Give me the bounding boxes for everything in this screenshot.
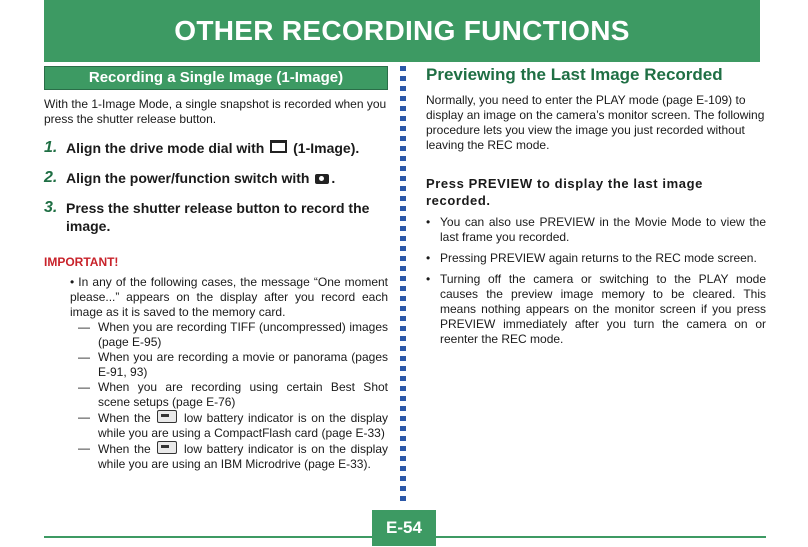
instruction: Press PREVIEW to display the last image recorded. (426, 176, 703, 208)
page-number: E-54 (372, 510, 436, 546)
right-column (426, 64, 766, 347)
step-text: Press the shutter release button to record the image. (66, 200, 370, 234)
bullet-marker: • (426, 215, 431, 229)
dash-text: When you are recording a movie or panorama (pages E-91, 93) (98, 350, 388, 379)
step-text: Align the power/function switch with (66, 170, 310, 186)
camera-icon (315, 174, 329, 184)
dash-item (78, 380, 388, 410)
dash-marker: — (78, 441, 90, 455)
dash-marker: — (78, 410, 90, 424)
step-3 (44, 199, 388, 235)
bullet-text: Pressing PREVIEW again returns to the REC mode screen. (440, 251, 757, 265)
step-number: 2. (44, 169, 58, 186)
bullet-marker: • (426, 272, 431, 286)
step-number: 1. (44, 139, 58, 156)
important-label: IMPORTANT! (44, 255, 119, 269)
step-text: Align the drive mode dial with (66, 140, 265, 156)
dash-marker: — (78, 380, 90, 394)
step-1 (44, 139, 388, 157)
battery-icon (157, 441, 177, 454)
page-header (44, 0, 760, 62)
dash-text-pre: When the (98, 411, 151, 425)
dash-text: low battery indicator is on the display while you are using an IBM Microdrive (page E-33). (98, 442, 388, 471)
bullet-marker: • (426, 251, 431, 265)
dash-item (78, 350, 388, 380)
dash-text: low battery indicator is on the display while you are using a CompactFlash card (page E-33) (98, 411, 388, 440)
right-intro: Normally, you need to enter the PLAY mode (page E-109) to display an image on the camera’s monitor screen. The following procedure lets you view the image you just recorded without leaving the REC mode. (426, 93, 765, 152)
left-column (44, 66, 388, 472)
dash-marker: — (78, 320, 90, 334)
dash-item (78, 441, 388, 472)
battery-icon (157, 410, 177, 423)
column-divider (400, 66, 406, 506)
important-bullet: • In any of the following cases, the message “One moment please...” appears on the display after you record each image as it is saved to the memory card. (70, 275, 388, 319)
dash-text: When you are recording using certain Best Shot scene setups (page E-76) (98, 380, 388, 409)
list-item (426, 251, 766, 266)
step-number: 3. (44, 199, 58, 216)
list-item (426, 215, 766, 245)
dash-text-pre: When the (98, 442, 151, 456)
single-frame-icon (270, 140, 287, 153)
page-title: OTHER RECORDING FUNCTIONS (174, 15, 630, 46)
step-text-after: (1-Image). (293, 140, 360, 156)
list-item (426, 272, 766, 347)
section-heading: Previewing the Last Image Recorded (426, 65, 723, 84)
step-2 (44, 169, 388, 187)
bullet-text: Turning off the camera or switching to the PLAY mode causes the preview image memory to be cleared. This means nothing appears on the monitor screen if you press PREVIEW immediately after you turn the camera on or reenter the REC mode. (440, 272, 766, 346)
dash-item (78, 410, 388, 441)
section-title-box: Recording a Single Image (1-Image) (44, 66, 388, 90)
left-intro: With the 1-Image Mode, a single snapshot is recorded when you press the shutter release button. (44, 97, 387, 126)
step-text-after: . (331, 170, 336, 186)
dash-marker: — (78, 350, 90, 364)
dash-text: When you are recording TIFF (uncompressed) images (page E-95) (98, 320, 388, 349)
dash-item (78, 320, 388, 350)
bullet-text: You can also use PREVIEW in the Movie Mode to view the last frame you recorded. (440, 215, 766, 244)
